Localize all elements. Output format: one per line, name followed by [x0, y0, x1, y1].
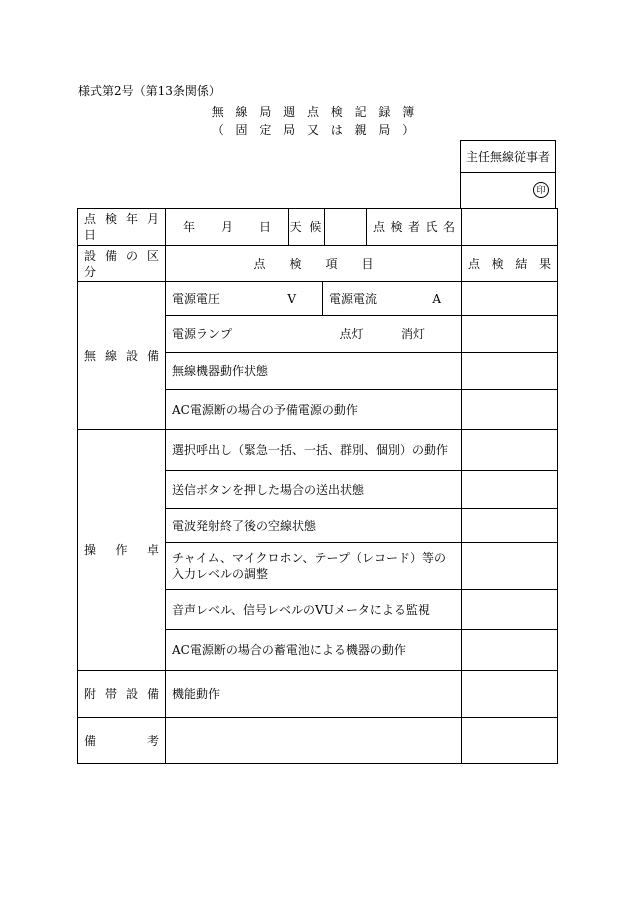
result-field[interactable] [462, 353, 558, 390]
month-label: 月 [220, 220, 233, 234]
remarks-result-field[interactable] [462, 718, 558, 764]
column-header-row [78, 246, 558, 282]
info-row [78, 209, 558, 246]
category-header: 設 備 の 区 分 [78, 246, 166, 282]
chief-operator-seal-field[interactable] [461, 173, 555, 209]
supply-current-field[interactable]: 電源電流 A [322, 282, 461, 315]
backup-power-item: AC電源断の場合の予備電源の動作 [166, 390, 462, 430]
result-field[interactable] [462, 316, 558, 353]
result-field[interactable] [462, 471, 558, 509]
weather-field[interactable] [324, 209, 366, 245]
inspector-name-label: 点 検 者 氏 名 [366, 209, 461, 245]
table-row [78, 671, 558, 718]
vu-monitor-item: 音声レベル、信号レベルのVUメータによる監視 [166, 590, 462, 630]
result-field[interactable] [462, 390, 558, 430]
inspection-table [77, 208, 558, 764]
result-field[interactable] [462, 630, 558, 671]
power-cell [166, 282, 462, 316]
function-operation-item: 機能動作 [166, 671, 462, 718]
inspection-date-field[interactable] [166, 209, 288, 245]
device-status-item: 無線機器動作状態 [166, 353, 462, 390]
table-row [78, 718, 558, 764]
supply-voltage-field[interactable]: 電源電圧 V [172, 291, 296, 306]
result-field[interactable] [462, 282, 558, 316]
chief-operator-box [460, 140, 556, 208]
battery-operation-item: AC電源断の場合の蓄電池による機器の動作 [166, 630, 462, 671]
items-header: 点 検 項 目 [166, 246, 462, 282]
day-label: 日 [258, 220, 271, 234]
power-lamp-item: 電源ランプ 点灯 消灯 [166, 316, 462, 353]
form-number: 様式第2号（第13条関係） [78, 84, 221, 98]
console-label: 操 作 卓 [78, 430, 166, 671]
transmit-button-item: 送信ボタンを押した場合の送出状態 [166, 471, 462, 509]
date-weather-inspector-cell [166, 209, 462, 246]
form-title: 無 線 局 週 点 検 記 録 簿 [211, 105, 419, 119]
idle-line-item: 電波発射終了後の空線状態 [166, 509, 462, 543]
result-field[interactable] [462, 543, 558, 590]
table-row [78, 282, 558, 316]
result-field[interactable] [462, 430, 558, 471]
result-field[interactable] [462, 509, 558, 543]
result-field[interactable] [462, 671, 558, 718]
radio-equipment-label: 無 線 設 備 [78, 282, 166, 430]
chief-operator-label: 主任無線従事者 [461, 141, 555, 173]
table-row [78, 430, 558, 471]
remarks-label: 備 考 [78, 718, 166, 764]
inspector-name-field[interactable] [462, 209, 558, 246]
remarks-field[interactable] [166, 718, 462, 764]
weather-label: 天 候 [288, 209, 324, 245]
result-header: 点 検 結 果 [462, 246, 558, 282]
year-label: 年 [182, 220, 195, 234]
auxiliary-equipment-label: 附 帯 設 備 [78, 671, 166, 718]
form-subtitle: （ 固 定 局 又 は 親 局 ） [211, 123, 419, 137]
result-field[interactable] [462, 590, 558, 630]
selective-call-item: 選択呼出し（緊急一括、一括、群別、個別）の動作 [166, 430, 462, 471]
seal-mark: 印 [533, 182, 549, 198]
level-adjust-item: チャイム、マイクロホン、テープ（レコード）等の入力レベルの調整 [166, 543, 462, 590]
inspection-date-label: 点 検 年 月 日 [78, 209, 166, 246]
